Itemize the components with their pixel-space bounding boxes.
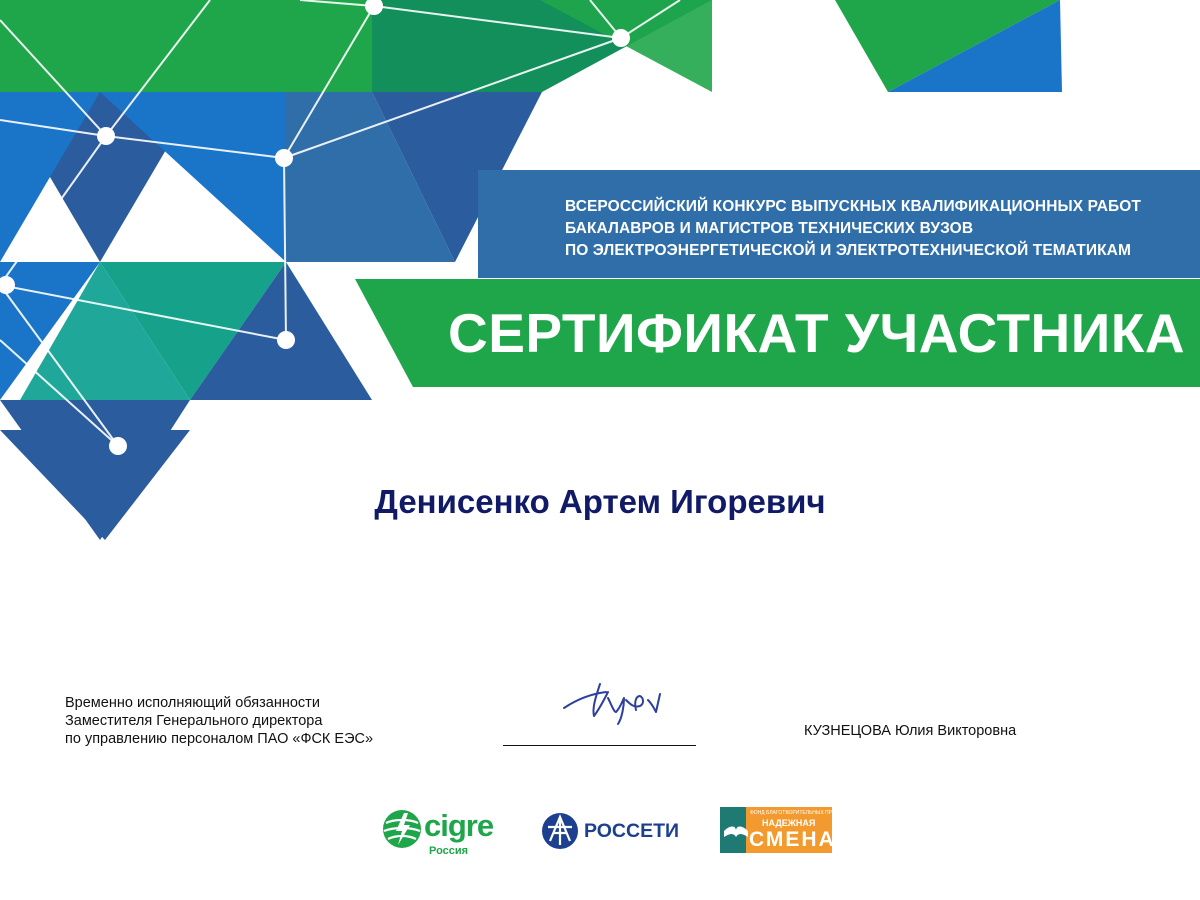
rosseti-emblem-icon [540, 811, 580, 851]
recipient-name: Денисенко Артем Игоревич [374, 483, 826, 520]
signatory-name: КУЗНЕЦОВА Юлия Викторовна [804, 723, 1017, 739]
cigre-wordmark: cigre [424, 808, 494, 843]
rosseti-logo [540, 809, 680, 853]
contest-title-line-1: ВСЕРОССИЙСКИЙ КОНКУРС ВЫПУСКНЫХ КВАЛИФИКАЦИОННЫХ РАБОТ [565, 198, 1141, 215]
contest-title [565, 196, 1185, 262]
certificate-title: СЕРТИФИКАТ УЧАСТНИКА [448, 302, 1186, 364]
signatory-position-line-2: Заместителя Генерального директора [65, 713, 323, 729]
signature-line [503, 745, 696, 746]
smena-book-icon [722, 817, 750, 841]
signatory-position-line-1: Временно исполняющий обязанности [65, 695, 320, 711]
nadezhnaya-smena-logo [720, 807, 854, 853]
cigre-globe-icon [380, 807, 424, 851]
signatory-position-line-3: по управлению персоналом ПАО «ФСК ЕЭС» [65, 731, 374, 747]
signatory-position [65, 694, 465, 748]
smena-foundation-caption: ФОНД БЛАГОТВОРИТЕЛЬНЫХ ПРОГРАММ [750, 810, 854, 816]
rosseti-wordmark: РОССЕТИ [584, 820, 680, 842]
cigre-logo [380, 805, 505, 863]
smena-top-word: НАДЕЖНАЯ [762, 818, 816, 828]
cigre-country: Россия [429, 845, 469, 857]
contest-title-line-2: БАКАЛАВРОВ И МАГИСТРОВ ТЕХНИЧЕСКИХ ВУЗОВ [565, 220, 974, 237]
contest-title-line-3: ПО ЭЛЕКТРОЭНЕРГЕТИЧЕСКОЙ И ЭЛЕКТРОТЕХНИЧЕСКОЙ ТЕМАТИКАМ [565, 242, 1131, 259]
handwritten-signature [556, 678, 676, 728]
smena-main-word: СМЕНА [749, 828, 836, 851]
